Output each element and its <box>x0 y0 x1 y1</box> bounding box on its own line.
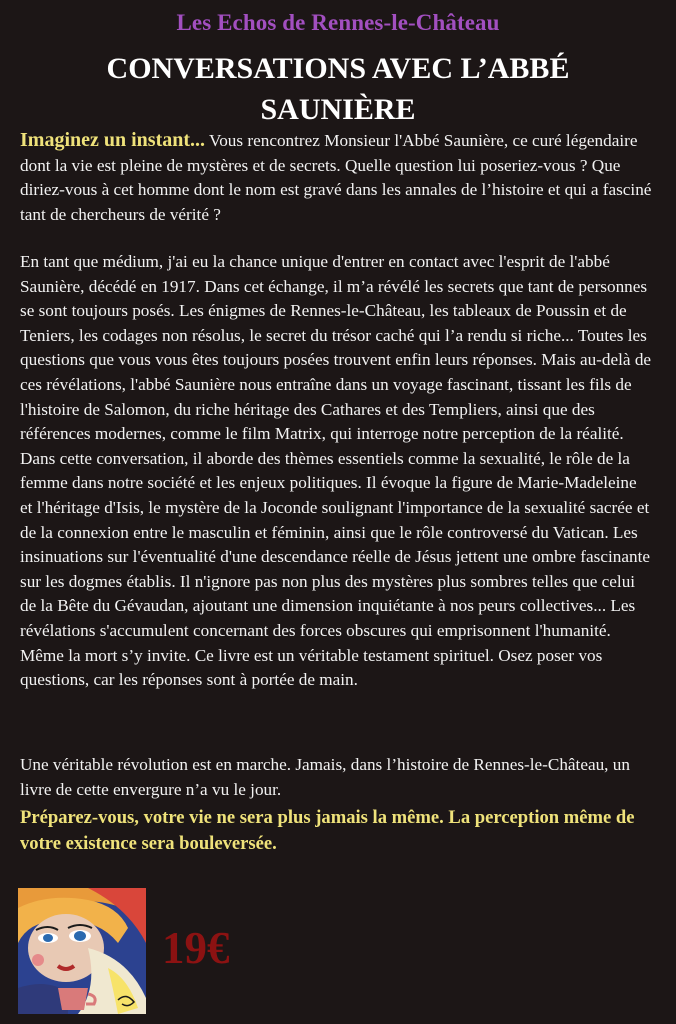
series-title: Les Echos de Rennes-le-Château <box>176 10 500 35</box>
intro-lead: Imaginez un instant... <box>20 129 206 151</box>
book-title: CONVERSATIONS AVEC L’ABBÉ SAUNIÈRE <box>106 52 570 126</box>
price-label: 19€ <box>162 923 230 973</box>
intro-paragraph <box>20 128 652 227</box>
main-paragraph: En tant que médium, j'ai eu la chance unique d'entrer en contact avec l'esprit de l'abbé Saunière, décédé en 1917. Dans cet échange, il m’a révélé les secrets que tant de personnes se sont toujours posés. Les énigmes de Rennes-le-Château, les tableaux de Poussin et de Teniers, les codages non résolus, le secret du trésor caché qui l’a rendu si riche... Toutes les questions que vous vous êtes toujours posées trouvent enfin leurs réponses. Mais au-delà de ces révélations, l'abbé Saunière nous entraîne dans un voyage fascinant, tissant les fils de l'histoire de Salomon, du riche héritage des Cathares et des Templiers, ainsi que des références modernes, comme le film Matrix, qui interroge notre perception de la réalité. Dans cette conversation, il aborde des thèmes essentiels comme la sexualité, le rôle de la femme dans notre société et les enjeux politiques. Il évoque la figure de Marie-Madeleine et l'héritage d'Isis, le mystère de la Joconde soulignant l'importance de la sexualité sacrée et de la connexion entre le masculin et féminin, ainsi que le rôle controversé du Vatican. Les insinuations sur l'éventualité d'une descendance réelle de Jésus jettent une ombre fascinante sur les dogmes établis. Il n'ignore pas non plus des mystères plus sombres telles que celui de la Bête du Gévaudan, ajoutant une dimension inquiétante à nos peurs collectives... Les révélations s'accumulent concernant des forces obscures qui emprisonnent l'humanité. Même la mort s’y invite. Ce livre est un véritable testament spirituel. Osez poser vos questions, car les réponses sont à portée de main. <box>20 252 652 690</box>
intro-text: Vous rencontrez Monsieur l'Abbé Saunière, ce curé légendaire dont la vie est pleine de mystères et de secrets. Quelle question lui poseriez-vous ? Que diriez-vous à cet homme dont le nom est gravé dans les annales de l’histoire et qui a fasciné tant de chercheurs de vérité ? <box>20 131 652 224</box>
book-cover-thumbnail <box>18 888 146 1014</box>
closing-statement: Préparez-vous, votre vie ne sera plus jamais la même. La perception même de votre existence sera bouleversée. <box>20 807 635 854</box>
revolution-paragraph: Une véritable révolution est en marche. Jamais, dans l’histoire de Rennes-le-Château, un livre de cette envergure n’a vu le jour. <box>20 755 630 799</box>
cover-painting-icon <box>18 888 146 1014</box>
